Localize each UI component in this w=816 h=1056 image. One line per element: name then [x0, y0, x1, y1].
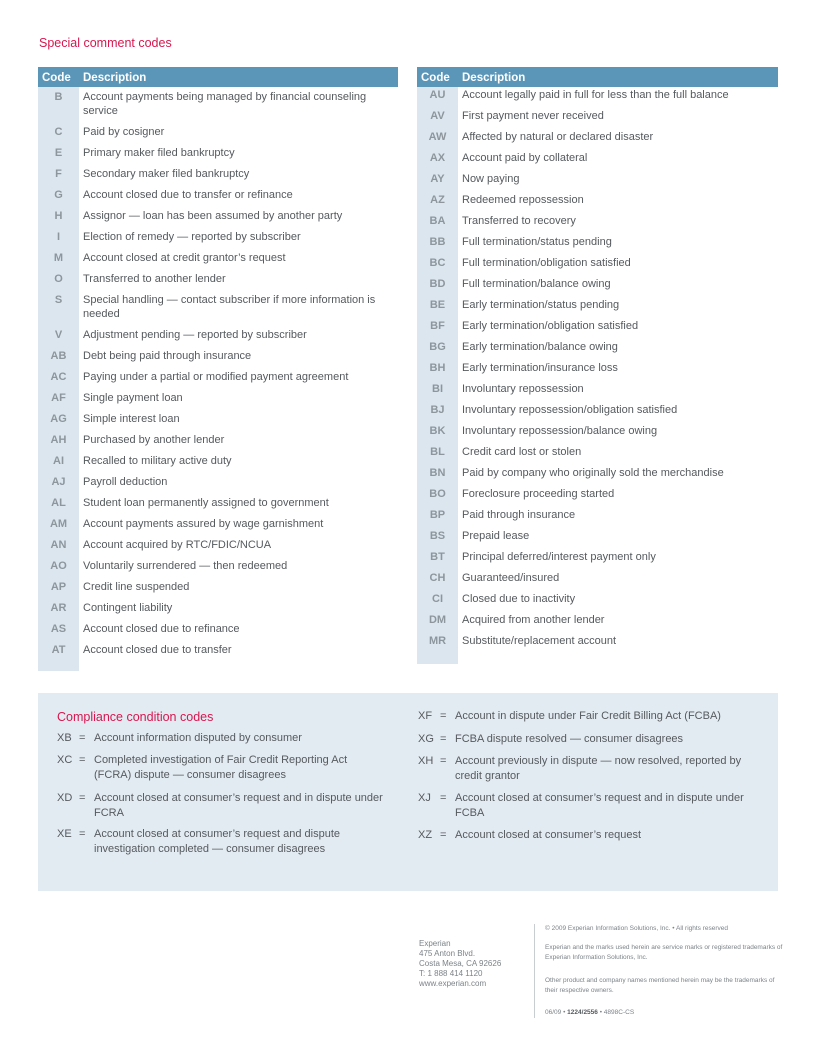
code-row [417, 444, 778, 465]
code-cell: BL [417, 444, 458, 465]
code-cell: AP [38, 577, 79, 598]
footer-address [419, 939, 501, 989]
special-codes-right-body [417, 87, 778, 664]
code-row [38, 598, 398, 619]
compliance-item [57, 827, 387, 857]
description-cell: Voluntarily surrendered — then redeemed [83, 560, 288, 572]
code-cell: BB [417, 234, 458, 255]
description-cell: Account payments being managed by financial counseling service [83, 91, 367, 117]
code-cell: AX [417, 150, 458, 171]
code-cell: M [38, 248, 79, 269]
compliance-equals: = [440, 792, 447, 804]
code-row [417, 213, 778, 234]
table-header-row [417, 67, 778, 87]
description-cell: Foreclosure proceeding started [462, 488, 615, 500]
compliance-description: Account information disputed by consumer [94, 732, 302, 744]
code-cell: AM [38, 514, 79, 535]
footer-copyright: © 2009 Experian Information Solutions, Inc. • All rights reserved [545, 925, 729, 932]
code-row [38, 640, 398, 661]
code-cell: BP [417, 507, 458, 528]
special-codes-left-body [38, 87, 398, 671]
code-cell: BF [417, 318, 458, 339]
code-row [38, 619, 398, 640]
description-cell: Account payments assured by wage garnishment [83, 518, 324, 530]
compliance-item [418, 732, 763, 747]
compliance-description: Account closed at consumer’s request and in dispute under FCRA [94, 792, 383, 819]
description-cell: Student loan permanently assigned to government [83, 497, 329, 509]
compliance-description: Account closed at consumer’s request and dispute investigation completed — consumer disagrees [94, 828, 341, 855]
code-row [417, 87, 778, 108]
code-row [38, 451, 398, 472]
code-cell: BI [417, 381, 458, 402]
footer-address-line: www.experian.com [419, 979, 487, 988]
code-row [417, 381, 778, 402]
code-row [38, 325, 398, 346]
description-cell: Principal deferred/interest payment only [462, 551, 656, 563]
code-row [417, 171, 778, 192]
description-cell: First payment never received [462, 110, 604, 122]
footer-trademark-1: Experian and the marks used herein are service marks or registered trademarks of Experian Information Solutions, Inc. [545, 944, 783, 961]
code-cell: BE [417, 297, 458, 318]
code-row [38, 290, 398, 325]
code-row [38, 472, 398, 493]
code-row [417, 192, 778, 213]
description-cell-padding [458, 654, 778, 664]
code-row [417, 465, 778, 486]
code-row [417, 108, 778, 129]
code-cell: AT [38, 640, 79, 661]
code-row [417, 150, 778, 171]
description-cell: Assignor — loan has been assumed by another party [83, 210, 343, 222]
code-cell: AZ [417, 192, 458, 213]
compliance-item [57, 753, 387, 783]
header-description: Description [79, 67, 398, 87]
code-row [38, 248, 398, 269]
compliance-condition-title: Compliance condition codes [57, 710, 214, 724]
code-cell: AU [417, 87, 458, 108]
description-cell: Early termination/balance owing [462, 341, 618, 353]
code-row [417, 612, 778, 633]
description-cell: Full termination/status pending [462, 236, 612, 248]
description-cell: Early termination/status pending [462, 299, 620, 311]
code-row [38, 367, 398, 388]
code-row [38, 556, 398, 577]
code-row [38, 535, 398, 556]
description-cell: Paying under a partial or modified payment agreement [83, 371, 349, 383]
description-cell: Closed due to inactivity [462, 593, 576, 605]
code-row [38, 388, 398, 409]
footer-code-bold: 1224/2556 [567, 1009, 598, 1016]
code-cell: S [38, 290, 79, 325]
footer-address-line: 475 Anton Blvd. [419, 949, 476, 958]
code-cell: BO [417, 486, 458, 507]
code-cell: O [38, 269, 79, 290]
code-cell: BJ [417, 402, 458, 423]
code-cell: AF [38, 388, 79, 409]
description-cell: Paid by cosigner [83, 126, 165, 138]
code-row [38, 122, 398, 143]
code-cell: BG [417, 339, 458, 360]
compliance-code: XJ [418, 792, 431, 804]
description-cell: Recalled to military active duty [83, 455, 232, 467]
code-row [38, 185, 398, 206]
compliance-condition-panel [38, 693, 778, 891]
description-cell: Early termination/obligation satisfied [462, 320, 639, 332]
description-cell: Substitute/replacement account [462, 635, 617, 647]
compliance-item [418, 709, 763, 724]
description-cell: Account closed at credit grantor’s request [83, 252, 286, 264]
code-cell: AH [38, 430, 79, 451]
code-cell: H [38, 206, 79, 227]
compliance-item [418, 791, 763, 821]
code-row [38, 87, 398, 122]
description-cell: Adjustment pending — reported by subscriber [83, 329, 307, 341]
code-row [38, 164, 398, 185]
description-cell: Full termination/obligation satisfied [462, 257, 631, 269]
code-row [417, 570, 778, 591]
code-cell: BH [417, 360, 458, 381]
compliance-equals: = [440, 755, 447, 767]
compliance-code: XD [57, 792, 73, 804]
compliance-equals: = [79, 754, 86, 766]
description-cell: Credit card lost or stolen [462, 446, 582, 458]
compliance-description: Completed investigation of Fair Credit Reporting Act (FCRA) dispute — consumer disagrees [94, 754, 348, 781]
code-cell: AS [38, 619, 79, 640]
code-row [417, 276, 778, 297]
description-cell: Now paying [462, 173, 520, 185]
description-cell: Secondary maker filed bankruptcy [83, 168, 250, 180]
description-cell: Special handling — contact subscriber if more information is needed [83, 294, 376, 320]
code-cell: CH [417, 570, 458, 591]
compliance-code: XC [57, 754, 73, 766]
code-cell: C [38, 122, 79, 143]
footer-address-line: Costa Mesa, CA 92626 [419, 959, 502, 968]
code-row [417, 423, 778, 444]
compliance-item [418, 754, 763, 784]
description-cell: Account closed due to transfer or refinance [83, 189, 293, 201]
compliance-code: XZ [418, 829, 433, 841]
code-row [38, 346, 398, 367]
code-cell: MR [417, 633, 458, 654]
description-cell: Transferred to recovery [462, 215, 576, 227]
code-cell: CI [417, 591, 458, 612]
compliance-description: Account previously in dispute — now resolved, reported by credit grantor [455, 755, 742, 782]
compliance-equals: = [79, 828, 86, 840]
code-row [417, 255, 778, 276]
compliance-description: Account closed at consumer’s request [455, 829, 642, 841]
code-cell: AI [38, 451, 79, 472]
description-cell: Election of remedy — reported by subscriber [83, 231, 301, 243]
description-cell: Guaranteed/insured [462, 572, 560, 584]
code-row [417, 507, 778, 528]
code-cell: E [38, 143, 79, 164]
code-row [417, 318, 778, 339]
compliance-item [57, 791, 387, 821]
code-cell: I [38, 227, 79, 248]
code-cell: AR [38, 598, 79, 619]
code-cell: BA [417, 213, 458, 234]
code-row [38, 577, 398, 598]
code-row [417, 549, 778, 570]
code-row [38, 206, 398, 227]
description-cell: Credit line suspended [83, 581, 190, 593]
code-cell: AB [38, 346, 79, 367]
description-cell: Simple interest loan [83, 413, 180, 425]
code-cell: AO [38, 556, 79, 577]
header-description: Description [458, 67, 778, 87]
code-cell: BC [417, 255, 458, 276]
header-code: Code [38, 67, 79, 87]
description-cell-padding [79, 661, 398, 671]
code-cell: DM [417, 612, 458, 633]
description-cell: Account closed due to refinance [83, 623, 240, 635]
code-row [417, 360, 778, 381]
code-cell: BT [417, 549, 458, 570]
table-bottom-padding [38, 661, 398, 671]
code-cell-padding [417, 654, 458, 664]
code-row [38, 430, 398, 451]
description-cell: Involuntary repossession/obligation satisfied [462, 404, 678, 416]
code-row [38, 143, 398, 164]
compliance-code: XE [57, 828, 72, 840]
compliance-equals: = [440, 733, 447, 745]
description-cell: Debt being paid through insurance [83, 350, 252, 362]
code-cell: B [38, 87, 79, 122]
code-cell: AG [38, 409, 79, 430]
code-cell: BK [417, 423, 458, 444]
code-cell: AY [417, 171, 458, 192]
code-cell: AJ [38, 472, 79, 493]
compliance-code: XF [418, 710, 433, 722]
footer-code-prefix: 06/09 • [545, 1009, 566, 1016]
code-row [38, 269, 398, 290]
description-cell: Involuntary repossession [462, 383, 584, 395]
description-cell: Payroll deduction [83, 476, 168, 488]
code-row [417, 297, 778, 318]
code-row [38, 409, 398, 430]
description-cell: Affected by natural or declared disaster [462, 131, 654, 143]
code-row [417, 486, 778, 507]
description-cell: Redeemed repossession [462, 194, 584, 206]
code-row [417, 402, 778, 423]
code-cell: BD [417, 276, 458, 297]
table-header-row [38, 67, 398, 87]
special-codes-table-right [417, 67, 778, 664]
table-bottom-padding [417, 654, 778, 664]
description-cell: Paid by company who originally sold the merchandise [462, 467, 724, 479]
code-cell: AW [417, 129, 458, 150]
code-cell: G [38, 185, 79, 206]
compliance-equals: = [79, 732, 86, 744]
description-cell: Primary maker filed bankruptcy [83, 147, 235, 159]
description-cell: Account legally paid in full for less than the full balance [462, 89, 729, 101]
code-row [38, 493, 398, 514]
footer-address-line: Experian [419, 939, 451, 948]
footer-trademark-2: Other product and company names mentioned herein may be the trademarks of their respective owners. [545, 977, 775, 994]
compliance-code: XH [418, 755, 434, 767]
compliance-item [418, 828, 763, 843]
code-row [417, 633, 778, 654]
code-row [38, 514, 398, 535]
footer-divider [534, 924, 535, 1018]
compliance-description: FCBA dispute resolved — consumer disagrees [455, 733, 684, 745]
code-cell: AN [38, 535, 79, 556]
footer-code-suffix: • 4898C-CS [599, 1009, 635, 1016]
description-cell: Single payment loan [83, 392, 183, 404]
code-row [417, 591, 778, 612]
code-row [38, 227, 398, 248]
code-cell: BS [417, 528, 458, 549]
description-cell: Prepaid lease [462, 530, 530, 542]
description-cell: Purchased by another lender [83, 434, 225, 446]
code-cell: AL [38, 493, 79, 514]
compliance-description: Account in dispute under Fair Credit Billing Act (FCBA) [455, 710, 721, 722]
header-code: Code [417, 67, 458, 87]
special-codes-table-left [38, 67, 398, 671]
compliance-equals: = [440, 829, 447, 841]
compliance-code: XG [418, 733, 434, 745]
special-comment-codes-title: Special comment codes [39, 36, 172, 50]
code-cell: AC [38, 367, 79, 388]
compliance-code: XB [57, 732, 72, 744]
compliance-description: Account closed at consumer’s request and in dispute under FCBA [455, 792, 744, 819]
code-cell-padding [38, 661, 79, 671]
description-cell: Account closed due to transfer [83, 644, 232, 656]
description-cell: Account acquired by RTC/FDIC/NCUA [83, 539, 272, 551]
code-cell: BN [417, 465, 458, 486]
description-cell: Acquired from another lender [462, 614, 605, 626]
compliance-equals: = [79, 792, 86, 804]
code-row [417, 234, 778, 255]
footer-document-code [545, 1008, 785, 1018]
compliance-item [57, 731, 387, 746]
description-cell: Transferred to another lender [83, 273, 226, 285]
code-cell: V [38, 325, 79, 346]
code-row [417, 129, 778, 150]
description-cell: Contingent liability [83, 602, 173, 614]
description-cell: Early termination/insurance loss [462, 362, 618, 374]
description-cell: Full termination/balance owing [462, 278, 611, 290]
footer-address-line: T: 1 888 414 1120 [419, 969, 483, 978]
code-row [417, 339, 778, 360]
code-cell: AV [417, 108, 458, 129]
code-row [417, 528, 778, 549]
description-cell: Involuntary repossession/balance owing [462, 425, 658, 437]
compliance-equals: = [440, 710, 447, 722]
code-cell: F [38, 164, 79, 185]
description-cell: Account paid by collateral [462, 152, 588, 164]
description-cell: Paid through insurance [462, 509, 576, 521]
